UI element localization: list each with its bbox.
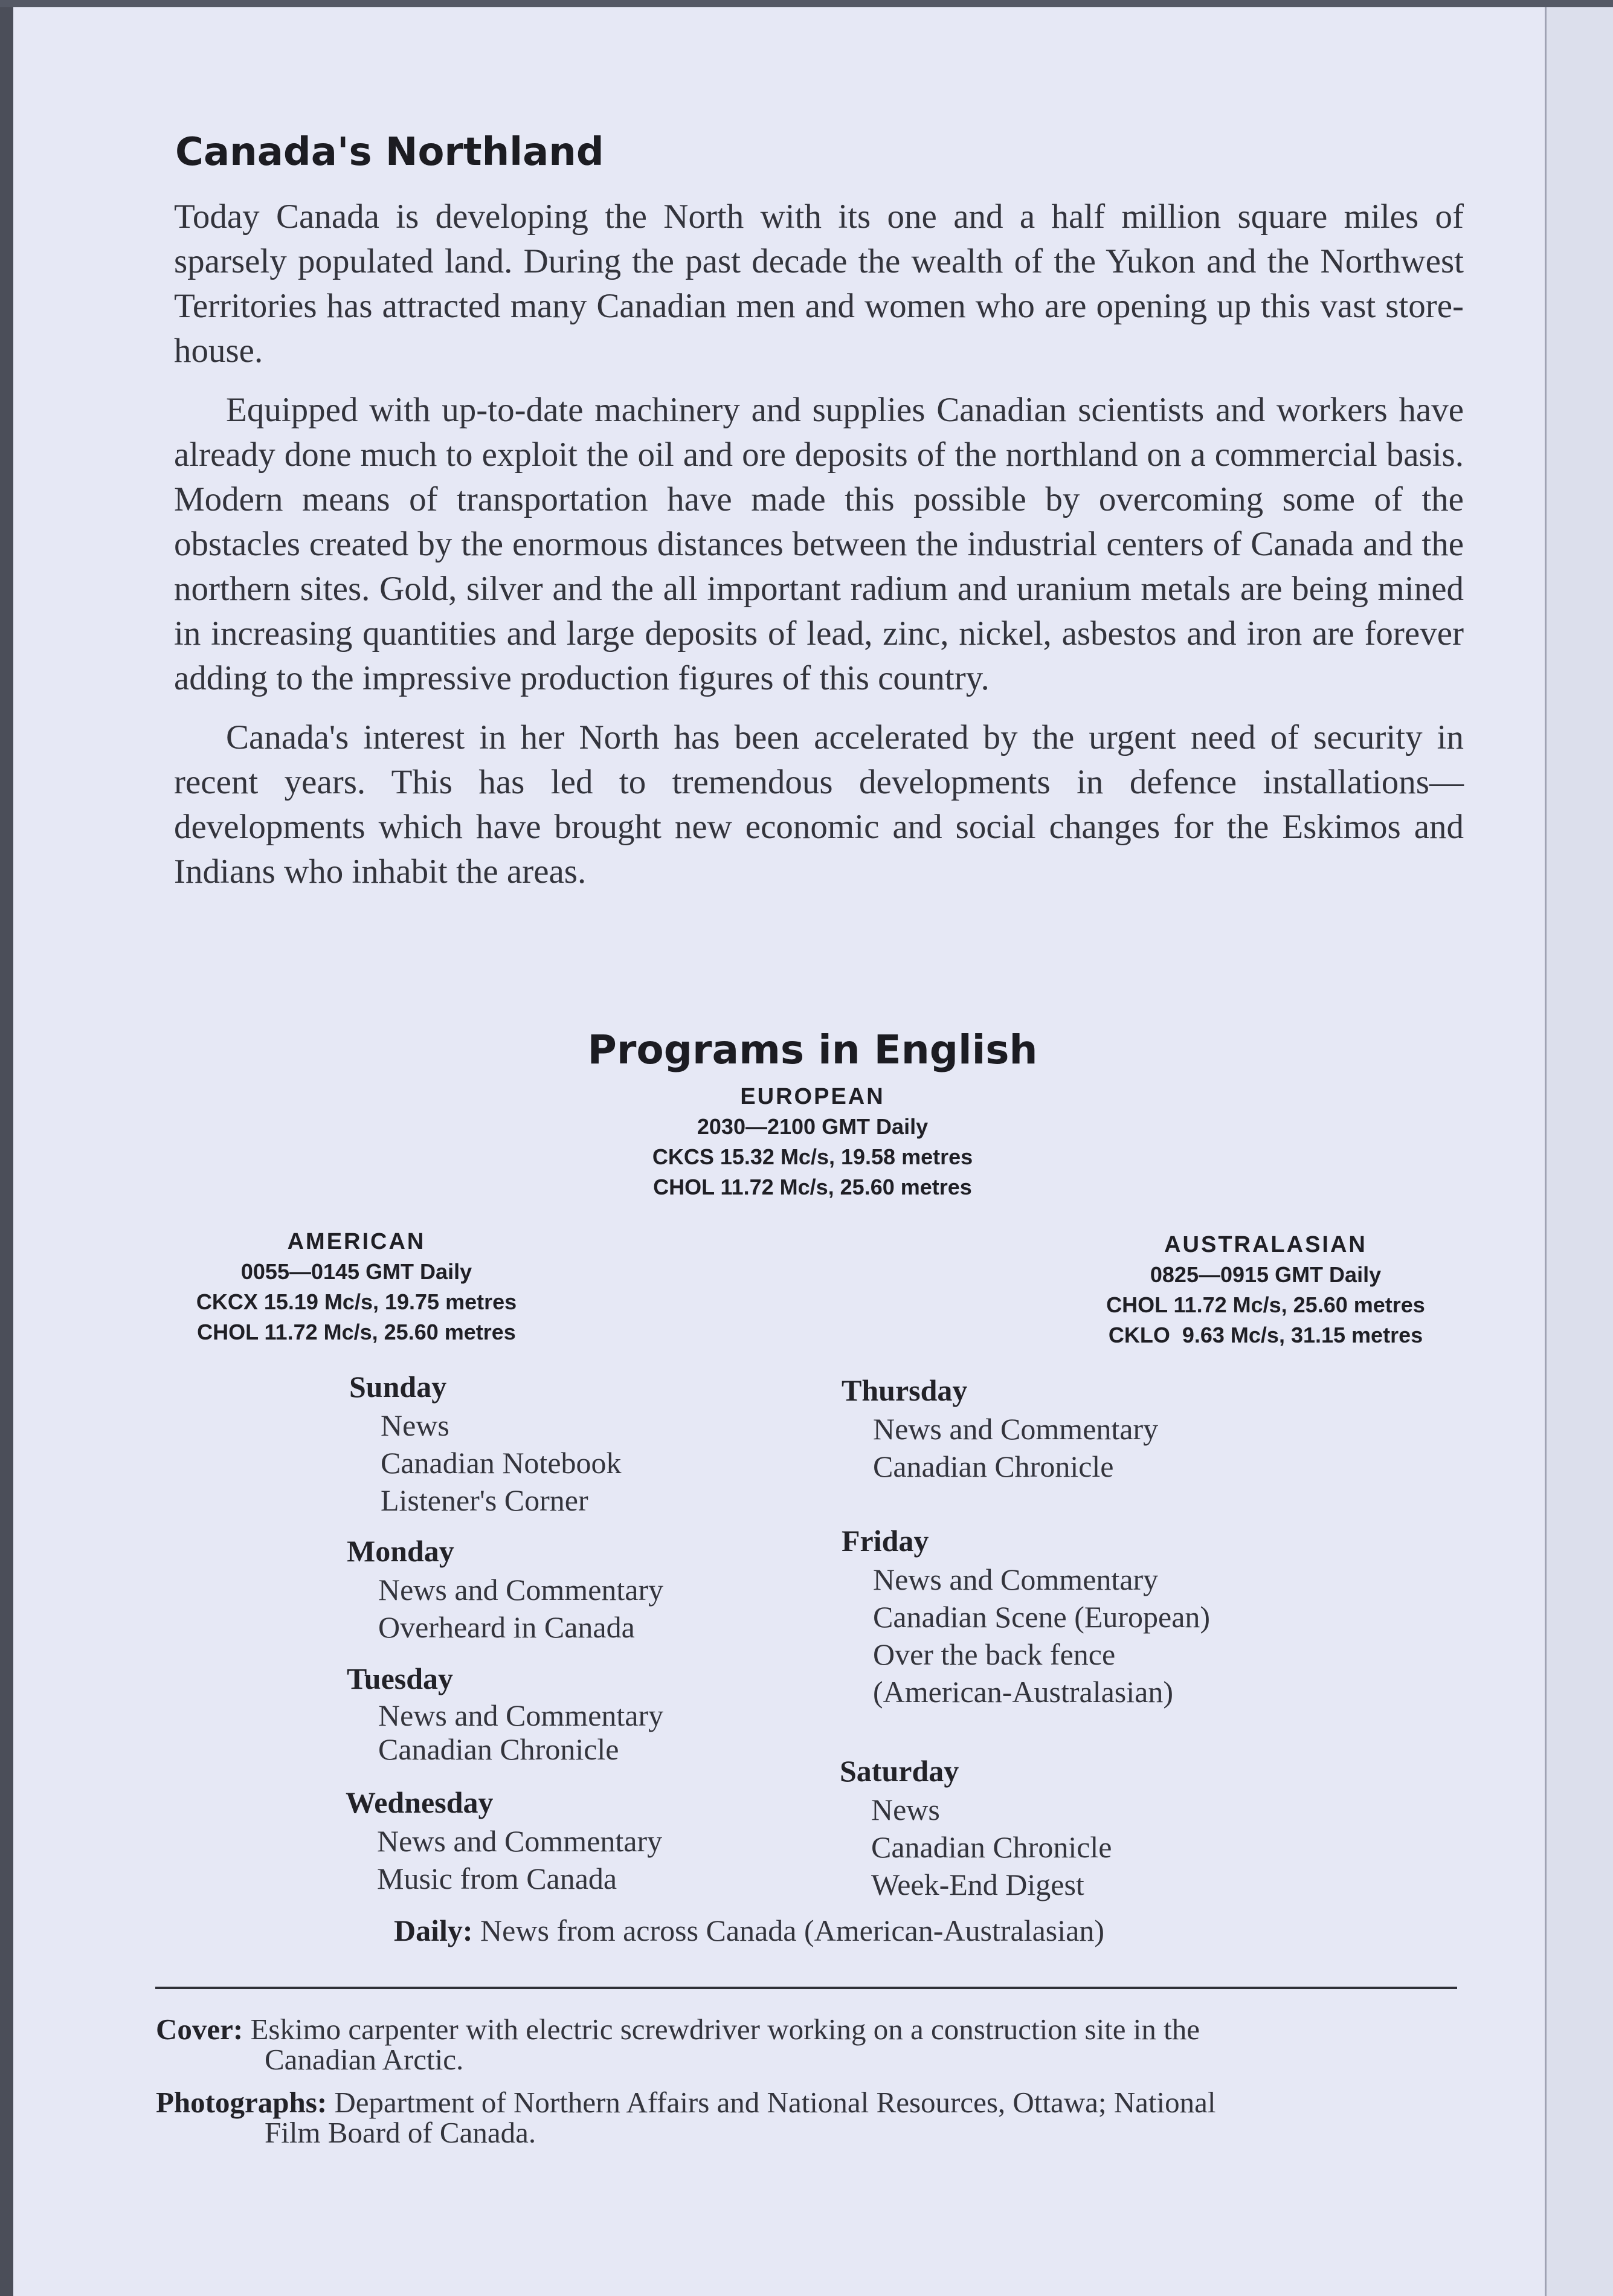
cover-text: Eskimo carpenter with electric screwdriver working on a construction site in the: [250, 2013, 1200, 2046]
schedule-day-monday: [347, 1531, 663, 1646]
program-item: News and Commentary: [873, 1412, 1159, 1446]
daily-program-note: [394, 1913, 1104, 1948]
broadcast-time: 0825—0915 GMT Daily: [1150, 1262, 1382, 1287]
program-item: Canadian Chronicle: [873, 1450, 1114, 1483]
region-label-australasian: AUSTRALASIAN: [1164, 1232, 1367, 1257]
cover-label: Cover:: [156, 2013, 243, 2046]
program-item: News and Commentary: [377, 1824, 663, 1858]
day-name: Saturday: [840, 1754, 959, 1788]
station-frequency: CHOL 11.72 Mc/s, 25.60 metres: [1106, 1292, 1425, 1317]
station-frequency: CHOL 11.72 Mc/s, 25.60 metres: [653, 1175, 972, 1199]
station-frequency: CKCX 15.19 Mc/s, 19.75 metres: [196, 1289, 517, 1314]
daily-text: News from across Canada (American-Australasian): [480, 1914, 1104, 1947]
station-frequency: CKCS 15.32 Mc/s, 19.58 metres: [652, 1144, 973, 1169]
program-item: News and Commentary: [378, 1573, 664, 1607]
adjacent-page-edge: [1547, 0, 1613, 2296]
schedule-day-friday: [842, 1521, 1210, 1711]
photographs-text: Department of Northern Affairs and National Resources, Ottawa; National: [334, 2086, 1216, 2119]
broadcast-time: 0055—0145 GMT Daily: [240, 1259, 472, 1284]
program-item: News and Commentary: [378, 1698, 664, 1732]
schedule-day-tuesday: [347, 1659, 663, 1766]
broadcast-time: 2030—2100 GMT Daily: [697, 1114, 929, 1139]
cover-credit: [156, 2014, 1461, 2075]
article-paragraph: Equipped with up-to-date machinery and supplies Canadian scientists and workers have already done much to exploit the oil and ore deposits of the northland on a commercial basis. Modern means of transportation have made this possible by overcoming some of the obstacles created by the enormous distances between the industrial centers of Canada and the northern sites. Gold, silver and the all important radium and uranium metals are being mined in increasing quantities and large deposits of lead, zinc, nickel, asbestos and iron are forever adding to the impressive production figures of this country.: [174, 391, 1464, 697]
article-body: [174, 195, 1464, 909]
cover-text-continued: Canadian Arctic.: [265, 2043, 464, 2076]
region-label-american: AMERICAN: [287, 1229, 426, 1254]
photographs-credit: [156, 2088, 1461, 2148]
program-item: Canadian Notebook: [381, 1446, 622, 1480]
program-item: News and Commentary: [873, 1562, 1159, 1596]
day-name: Tuesday: [347, 1662, 454, 1695]
region-label-european: EUROPEAN: [740, 1084, 885, 1109]
program-item: Week-End Digest: [871, 1868, 1084, 1901]
divider: [155, 1987, 1457, 1989]
schedule-day-thursday: [842, 1370, 1158, 1485]
program-item: News: [871, 1793, 940, 1827]
photographs-text-continued: Film Board of Canada.: [265, 2116, 536, 2149]
photographs-label: Photographs:: [156, 2086, 327, 2119]
program-item: News: [381, 1408, 449, 1442]
australasian-schedule-info: [1045, 1230, 1486, 1350]
station-frequency: CHOL 11.72 Mc/s, 25.60 metres: [197, 1320, 516, 1344]
station-frequency: CKLO 9.63 Mc/s, 31.15 metres: [1108, 1323, 1423, 1347]
schedule-day-sunday: [349, 1367, 622, 1519]
american-schedule-info: [145, 1227, 568, 1347]
page-edge-left: [0, 0, 13, 2296]
program-item: (American-Australasian): [873, 1675, 1173, 1709]
day-name: Monday: [347, 1534, 454, 1568]
day-name: Wednesday: [346, 1785, 494, 1819]
program-item: Over the back fence: [873, 1637, 1116, 1671]
program-item: Listener's Corner: [381, 1483, 588, 1517]
schedule-day-wednesday: [346, 1782, 662, 1897]
program-item: Canadian Chronicle: [871, 1830, 1112, 1864]
schedule-day-saturday: [840, 1751, 1112, 1903]
program-item: Canadian Chronicle: [378, 1732, 619, 1766]
programs-header: [411, 1027, 1214, 1202]
program-item: Canadian Scene (European): [873, 1600, 1211, 1634]
page-edge-top: [0, 0, 1613, 7]
article-paragraph: Today Canada is developing the North with its one and a half million square miles of sparsely populated land. During the past decade the wealth of the Yukon and the Northwest Territories has attracted many Canadian men and women who are opening up this vast store-house.: [174, 198, 1464, 370]
day-name: Friday: [842, 1524, 929, 1558]
program-item: Music from Canada: [377, 1862, 617, 1895]
programs-title: Programs in English: [587, 1027, 1038, 1073]
day-name: Sunday: [349, 1370, 447, 1404]
day-name: Thursday: [842, 1373, 968, 1407]
daily-label: Daily:: [394, 1914, 473, 1947]
article-paragraph: Canada's interest in her North has been accelerated by the urgent need of security in recent years. This has led to tremendous developments in defence installations—developments which have brought new economic and social changes for the Eskimos and Indians who inhabit the areas.: [174, 718, 1464, 891]
program-item: Overheard in Canada: [378, 1610, 635, 1644]
article-title: Canada's Northland: [175, 130, 604, 175]
